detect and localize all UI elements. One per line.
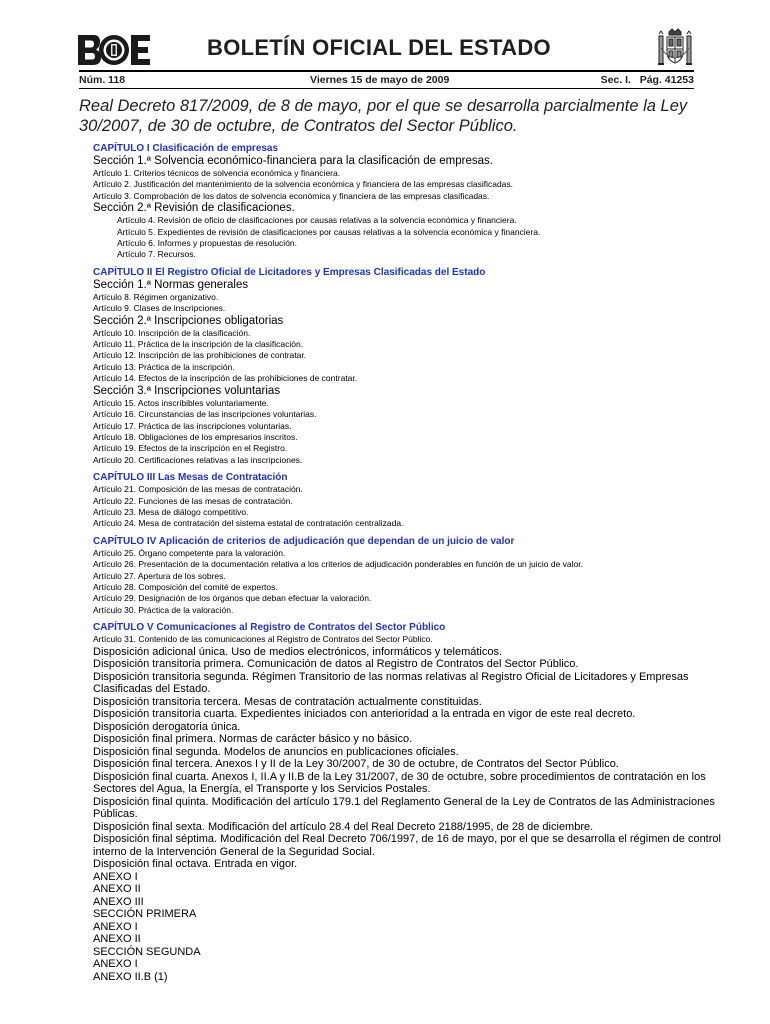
article-entry: Artículo 19. Efectos de la inscripción en el Registro.	[93, 443, 288, 454]
provision-entry: Disposición transitoria tercera. Mesas de contratación actualmente constituidas.	[93, 695, 482, 708]
article-entry: Artículo 9. Clases de inscripciones.	[93, 303, 226, 314]
provision-entry: Disposición final tercera. Anexos I y II de la Ley 30/2007, de 30 de octubre, de Contratos del Sector Público.	[93, 758, 619, 771]
article-entry: Artículo 22. Funciones de las mesas de contratación.	[93, 495, 293, 506]
provision-entry: Disposición final séptima. Modificación del Real Decreto 706/1997, de 16 de mayo, por el que se desarrolla el régimen de control interno de la Intervención General de la Seguridad Social.	[93, 833, 721, 858]
article-entry: Artículo 23. Mesa de diálogo competitivo.	[93, 506, 249, 517]
article-entry: Artículo 8. Régimen organizativo.	[93, 291, 219, 302]
article-entry: Artículo 7. Recursos.	[117, 249, 196, 260]
provision-entry: ANEXO III	[93, 895, 144, 908]
issue-number: Núm. 118	[79, 74, 126, 86]
table-of-contents	[93, 143, 733, 983]
section-heading: Sección 1.ª Solvencia económico-financiera para la clasificación de empresas.	[93, 155, 493, 167]
article-entry: Artículo 1. Criterios técnicos de solvencia económica y financiera.	[93, 168, 341, 178]
article-entry: Artículo 21. Composición de las mesas de contratación.	[93, 484, 303, 495]
article-entry: Artículo 25. Órgano competente para la valoración.	[93, 547, 286, 558]
provision-entry: Disposición final cuarta. Anexos I, II.A y II.B de la Ley 31/2007, de 30 de octubre, sobre procedimientos de contratación en los Sectores del Agua, la Energía, el Transporte y los Servicios Postales.	[93, 770, 706, 796]
article-entry: Artículo 13. Práctica de la inscripción.	[93, 361, 235, 372]
article-entry: Artículo 16. Circunstancias de las inscripciones voluntarias.	[93, 409, 317, 420]
article-entry: Artículo 28. Composición del comité de expertos.	[93, 581, 278, 592]
provision-entry: Disposición final octava. Entrada en vigor.	[93, 858, 298, 871]
article-entry: Artículo 27. Apertura de los sobres.	[93, 570, 226, 581]
article-entry: Artículo 20. Certificaciones relativas a las inscripciones.	[93, 454, 303, 465]
chapter-heading: CAPÍTULO II El Registro Oficial de Licitadores y Empresas Clasificadas del Estado	[93, 266, 486, 278]
article-entry: Artículo 14. Efectos de la inscripción de las prohibiciones de contratar.	[93, 373, 358, 384]
section-heading: Sección 2.ª Inscripciones obligatorias	[93, 314, 284, 327]
chapter-heading: CAPÍTULO IV Aplicación de criterios de adjudicación que dependan de un juicio de valor	[93, 535, 515, 547]
page-header	[0, 0, 770, 100]
provision-entry: ANEXO II	[93, 933, 141, 946]
provision-entry: SECCIÓN SEGUNDA	[93, 945, 201, 958]
article-entry: Artículo 5. Expedientes de revisión de clasificaciones por causas relativas a la solvencia económica y financiera.	[117, 226, 541, 237]
provision-entry: ANEXO I	[93, 870, 138, 883]
article-entry: Artículo 29. Designación de los órganos que deban efectuar la valoración.	[93, 593, 372, 604]
provision-entry: Disposición transitoria cuarta. Expedientes iniciados con anterioridad a la entrada en vigor de este real decreto.	[93, 708, 636, 721]
section-heading: Sección 2.ª Revisión de clasificaciones.	[93, 202, 295, 215]
provision-entry: Disposición transitoria primera. Comunicación de datos al Registro de Contratos del Sector Público.	[93, 658, 579, 671]
header-rule-top	[79, 70, 694, 72]
document-title: Real Decreto 817/2009, de 8 de mayo, por el que se desarrolla parcialmente la Ley 30/2007, de 30 de octubre, de Contratos del Sector Público.	[79, 97, 688, 135]
article-entry: Artículo 31. Contenido de las comunicaciones al Registro de Contratos del Sector Público.	[93, 634, 433, 645]
article-entry: Artículo 18. Obligaciones de los empresarios inscritos.	[93, 431, 298, 442]
article-entry: Artículo 3. Comprobación de los datos de solvencia económica y financiera de las empresas clasificadas.	[93, 190, 490, 201]
article-entry: Artículo 10. Inscripción de la clasificación.	[93, 327, 251, 338]
chapter-heading: CAPÍTULO III Las Mesas de Contratación	[93, 472, 288, 484]
provision-entry: SECCIÓN PRIMERA	[93, 908, 197, 921]
provision-entry: ANEXO II	[93, 883, 141, 896]
section-heading: Sección 3.ª Inscripciones voluntarias	[93, 384, 281, 397]
article-entry: Artículo 12. Inscripción de las prohibiciones de contratar.	[93, 350, 307, 361]
chapter-heading: CAPÍTULO I Clasificación de empresas	[93, 143, 279, 154]
article-entry: Artículo 24. Mesa de contratación del sistema estatal de contratación centralizada.	[93, 518, 404, 529]
provision-entry: Disposición adicional única. Uso de medios electrónicos, informáticos y telemáticos.	[93, 645, 503, 658]
chapter-heading: CAPÍTULO V Comunicaciones al Registro de Contratos del Sector Público	[93, 622, 446, 634]
article-entry: Artículo 15. Actos inscribibles voluntariamente.	[93, 397, 269, 408]
provision-entry: Disposición final sexta. Modificación del artículo 28.4 del Real Decreto 2188/1995, de 28 de diciembre.	[93, 820, 594, 833]
header-rule-bottom	[79, 88, 694, 89]
provision-entry: ANEXO I	[93, 958, 138, 971]
publication-title: BOLETÍN OFICIAL DEL ESTADO	[207, 35, 551, 60]
boe-logo	[78, 34, 150, 66]
section-page: Sec. I. Pág. 41253	[600, 74, 694, 86]
section-heading: Sección 1.ª Normas generales	[93, 278, 249, 291]
provision-entry: Disposición final segunda. Modelos de anuncios en publicaciones oficiales.	[93, 745, 459, 758]
article-entry: Artículo 30. Práctica de la valoración.	[93, 604, 234, 615]
provision-entry: Disposición final quinta. Modificación del artículo 179.1 del Reglamento General de la Ley de Contratos de las Administraciones Públicas.	[93, 795, 715, 821]
provision-entry: Disposición transitoria segunda. Régimen Transitorio de las normas relativas al Registro Oficial de Licitadores y Empresas Clasificadas del Estado.	[93, 670, 689, 696]
provision-entry: Disposición derogatoria única.	[93, 720, 241, 733]
coat-of-arms-icon	[655, 28, 695, 70]
provision-entry: ANEXO I	[93, 920, 138, 933]
article-entry: Artículo 11. Práctica de la inscripción de la clasificación.	[93, 339, 304, 350]
issue-date: Viernes 15 de mayo de 2009	[310, 74, 450, 86]
article-entry: Artículo 6. Informes y propuestas de resolución.	[117, 238, 298, 249]
provision-entry: Disposición final primera. Normas de carácter básico y no básico.	[93, 733, 413, 746]
article-entry: Artículo 17. Práctica de las inscripciones voluntarias.	[93, 420, 292, 431]
article-entry: Artículo 26. Presentación de la documentación relativa a los criterios de adjudicación ponderables en función de un juicio de valor.	[93, 559, 583, 570]
provision-entry: ANEXO II.B (1)	[93, 970, 168, 983]
article-entry: Artículo 2. Justificación del mantenimiento de la solvencia económica y financiera de las empresas clasificadas.	[93, 179, 514, 190]
article-entry: Artículo 4. Revisión de oficio de clasificaciones por causas relativas a la solvencia económica y financiera.	[117, 215, 517, 226]
